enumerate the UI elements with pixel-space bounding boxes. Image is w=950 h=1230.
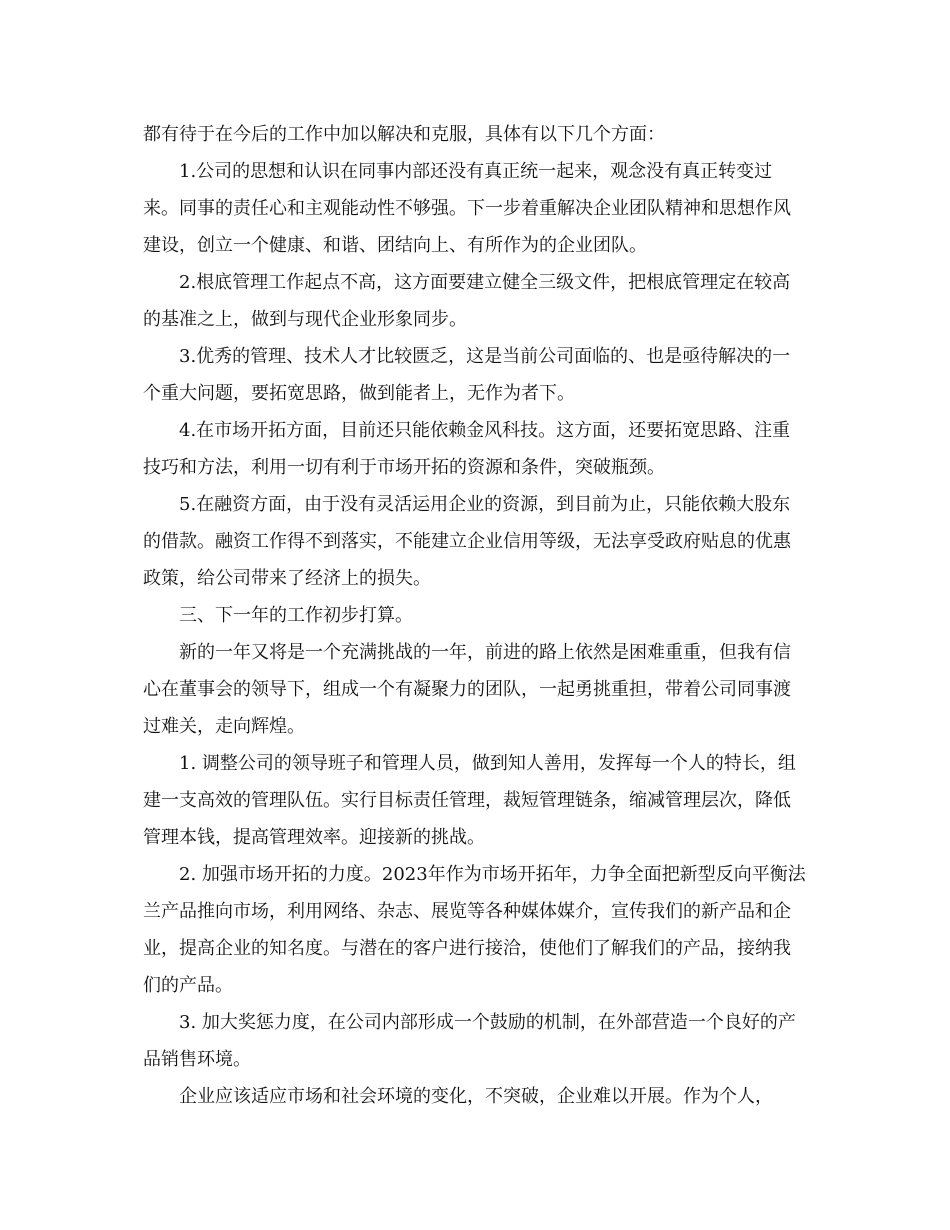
list-item: 4.在市场开拓方面，目前还只能依赖金风科技。这方面，还要拓宽思路、注重技巧和方法，利用一切有利于市场开拓的资源和条件，突破瓶颈。	[143, 420, 791, 478]
list-item: 5.在融资方面，由于没有灵活运用企业的资源，到目前为止，只能依赖大股东的借款。融资工作得不到落实，不能建立企业信用等级，无法享受政府贴息的优惠政策，给公司带来了经济上的损失。	[143, 494, 791, 589]
list-item: 2. 加强市场开拓的力度。2023年作为市场开拓年，力争全面把新型反向平衡法兰产品推向市场，利用网络、杂志、展览等各种媒体媒介，宣传我们的新产品和企业，提高企业的知名度。与潜在的客户进行接洽，使他们了解我们的产品，接纳我们的产品。	[143, 864, 806, 996]
list-item: 2.根底管理工作起点不高，这方面要建立健全三级文件，把根底管理定在较高的基准之上，做到与现代企业形象同步。	[143, 272, 791, 330]
section-heading: 三、下一年的工作初步打算。	[179, 605, 413, 626]
paragraph: 新的一年又将是一个充满挑战的一年，前进的路上依然是困难重重，但我有信心在董事会的领导下，组成一个有凝聚力的团队，一起勇挑重担，带着公司同事渡过难关，走向辉煌。	[143, 642, 791, 737]
list-item: 3.优秀的管理、技术人才比较匮乏，这是当前公司面临的、也是亟待解决的一个重大问题，要拓宽思路，做到能者上，无作为者下。	[143, 346, 791, 404]
list-item: 1.公司的思想和认识在同事内部还没有真正统一起来，观念没有真正转变过来。同事的责任心和主观能动性不够强。下一步着重解决企业团队精神和思想作风建设，创立一个健康、和谐、团结向上、有所作为的企业团队。	[143, 161, 791, 256]
list-item: 3. 加大奖惩力度，在公司内部形成一个鼓励的机制，在外部营造一个良好的产品销售环境。	[143, 1012, 796, 1070]
paragraph-continuation: 都有待于在今后的工作中加以解决和克服，具体有以下几个方面：	[143, 124, 665, 145]
document-body	[143, 116, 808, 1115]
list-item: 1. 调整公司的领导班子和管理人员，做到知人善用，发挥每一个人的特长，组建一支高效的管理队伍。实行目标责任管理，裁短管理链条，缩减管理层次，降低管理本钱，提高管理效率。迎接新的挑战。	[143, 753, 796, 848]
paragraph: 企业应该适应市场和社会环境的变化，不突破，企业难以开展。作为个人，	[179, 1086, 773, 1107]
